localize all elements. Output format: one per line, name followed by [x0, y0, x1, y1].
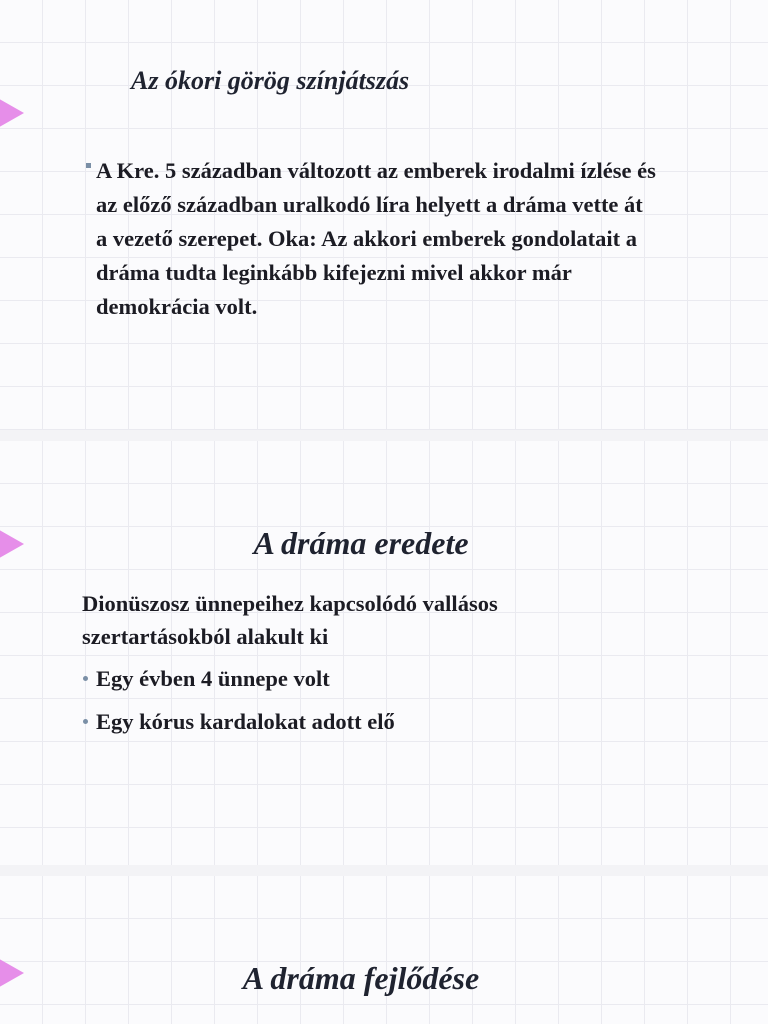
list-item-text: Egy évben 4 ünnepe volt: [96, 666, 330, 691]
slide-drama-origin: [0, 441, 768, 865]
intro-text: Dionüszosz ünnepeihez kapcsolódó vallásos szertartásokból alakult ki: [82, 591, 498, 649]
slide-drama-development: [0, 876, 768, 1024]
bullet-list: [82, 662, 395, 748]
slide-title: A dráma fejlődése: [242, 960, 480, 996]
slide-title: A dráma eredete: [253, 525, 469, 561]
square-bullet-icon: [86, 163, 91, 168]
list-item: [82, 705, 395, 738]
round-bullet-icon: [83, 719, 88, 724]
slide-title: Az ókori görög színjátszás: [131, 66, 410, 95]
list-item-text: Egy kórus kardalokat adott elő: [96, 709, 395, 734]
list-item: [82, 662, 395, 695]
bullet-text: A Kre. 5 században változott az emberek irodalmi ízlése és az előző században uralkodó líra helyett a dráma vette át a vezető szerepet. Oka: Az akkori emberek gondolatait a dráma tudta leginkább kifejezni mivel akkor már demokrácia volt.: [96, 158, 656, 319]
round-bullet-icon: [83, 676, 88, 681]
pink-triangle-marker: [0, 87, 24, 139]
slide-ancient-greek-theatre: [0, 0, 768, 430]
